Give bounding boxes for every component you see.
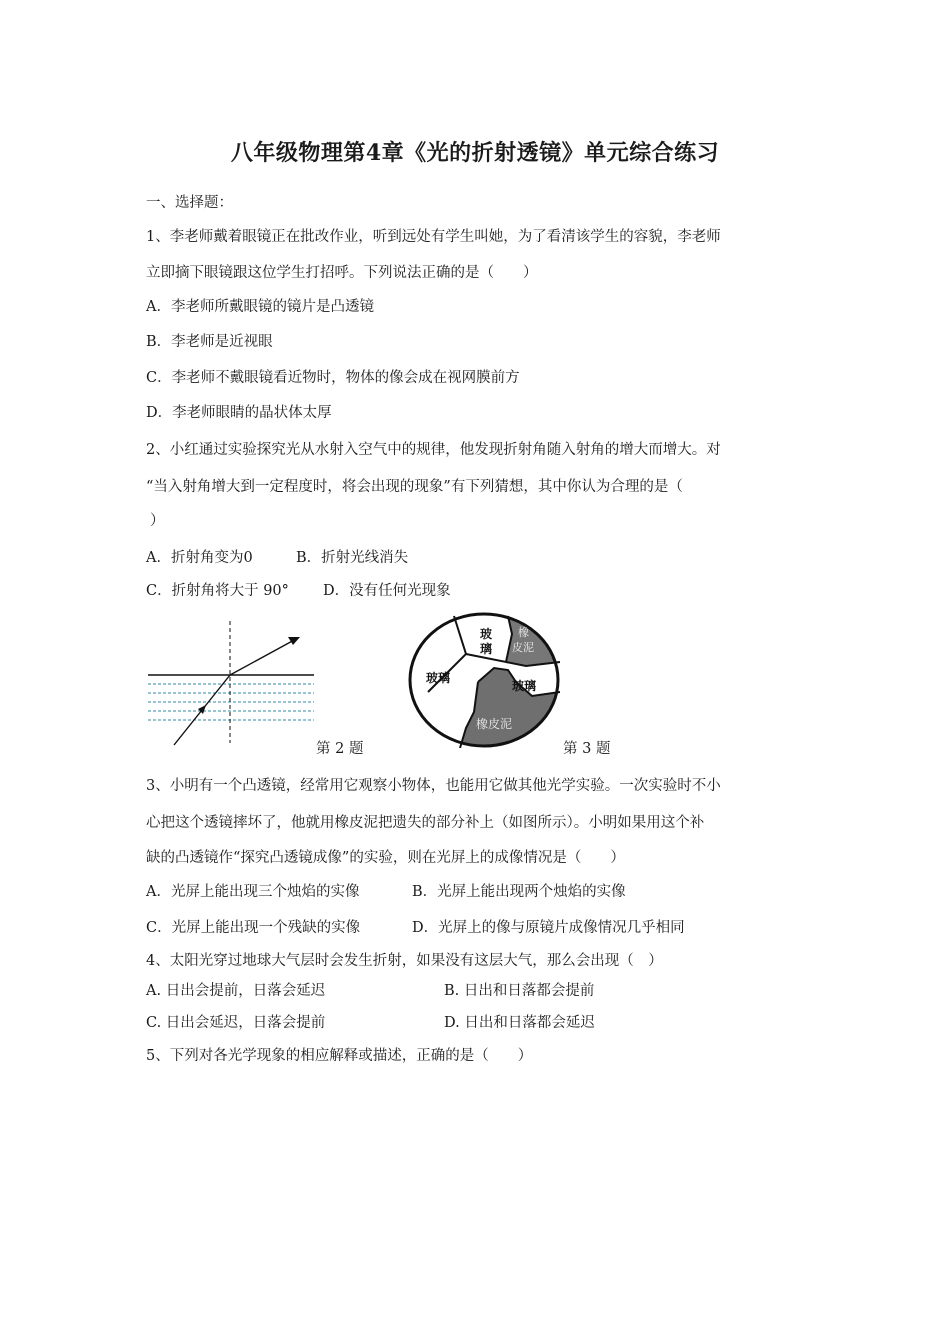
question-3-option-d: D．光屏上的像与原镜片成像情况几乎相同 [412, 920, 685, 936]
section-heading: 一、选择题： [146, 195, 233, 211]
label-glass-top-1: 玻 [480, 627, 493, 641]
figure-2-caption: 第 2 题 [316, 741, 364, 757]
question-3-option-c: C．光屏上能出现一个残缺的实像 [146, 920, 361, 936]
question-3-text: 3、小明有一个凸透镜，经常用它观察小物体，也能用它做其他光学实验。一次实验时不小 [146, 778, 721, 794]
question-1-option-b: B．李老师是近视眼 [146, 334, 273, 350]
question-2-option-d: D．没有任何光现象 [323, 583, 451, 599]
question-1-option-c: C．李老师不戴眼镜看近物时，物体的像会成在视网膜前方 [146, 370, 520, 386]
label-clay-top-1: 橡 [518, 626, 529, 639]
question-4-option-a: A. 日出会提前，日落会延迟 [146, 983, 326, 999]
question-2-text-cont: “当入射角增大到一定程度时，将会出现的现象”有下列猜想，其中你认为合理的是（ [146, 479, 683, 495]
question-4-option-d: D. 日出和日落都会延迟 [444, 1015, 595, 1031]
question-4-text: 4、太阳光穿过地球大气层时会发生折射，如果没有这层大气，那么会出现（ ） [146, 953, 663, 969]
label-clay-top-2: 皮泥 [512, 641, 534, 654]
question-2-option-b: B．折射光线消失 [296, 550, 409, 566]
page-title: 八年级物理第4章《光的折射透镜》单元综合练习 [230, 140, 720, 166]
question-3-text-cont: 心把这个透镜摔坏了，他就用橡皮泥把遗失的部分补上（如图所示）。小明如果用这个补 [146, 815, 705, 831]
label-clay-bottom: 橡皮泥 [476, 717, 513, 731]
question-3-text-end: 缺的凸透镜作“探究凸透镜成像”的实验，则在光屏上的成像情况是（ ） [146, 850, 625, 866]
question-2-text: 2、小红通过实验探究光从水射入空气中的规律，他发现折射角随入射角的增大而增大。对 [146, 442, 721, 458]
question-4-option-b: B. 日出和日落都会提前 [444, 983, 595, 999]
question-1-option-d: D．李老师眼睛的晶状体太厚 [146, 405, 332, 421]
question-2-text-end: ） [150, 513, 165, 529]
figure-2-refraction-diagram [146, 617, 316, 747]
refracted-ray [230, 639, 296, 675]
question-1-text: 1、李老师戴着眼镜正在批改作业，听到远处有学生叫她，为了看清该学生的容貌，李老师 [146, 229, 721, 245]
figure-3-lens-diagram [408, 612, 560, 748]
water-surface-lines [148, 675, 314, 720]
refracted-arrow-icon [288, 637, 300, 645]
figure-3-caption: 第 3 题 [563, 741, 611, 757]
question-2-option-c: C．折射角将大于 90° [146, 583, 289, 599]
question-1-option-a: A．李老师所戴眼镜的镜片是凸透镜 [146, 299, 374, 315]
question-3-option-a: A．光屏上能出现三个烛焰的实像 [146, 884, 360, 900]
question-4-option-c: C. 日出会延迟，日落会提前 [146, 1015, 326, 1031]
label-glass-left: 玻璃 [426, 671, 451, 685]
question-5-text: 5、下列对各光学现象的相应解释或描述，正确的是（ ） [146, 1048, 533, 1064]
question-3-option-b: B．光屏上能出现两个烛焰的实像 [412, 884, 626, 900]
label-glass-top-2: 璃 [480, 642, 493, 656]
question-1-text-cont: 立即摘下眼镜跟这位学生打招呼。下列说法正确的是（ ） [146, 265, 538, 281]
question-2-option-a: A．折射角变为0 [146, 550, 253, 566]
label-glass-right: 玻璃 [512, 679, 537, 693]
